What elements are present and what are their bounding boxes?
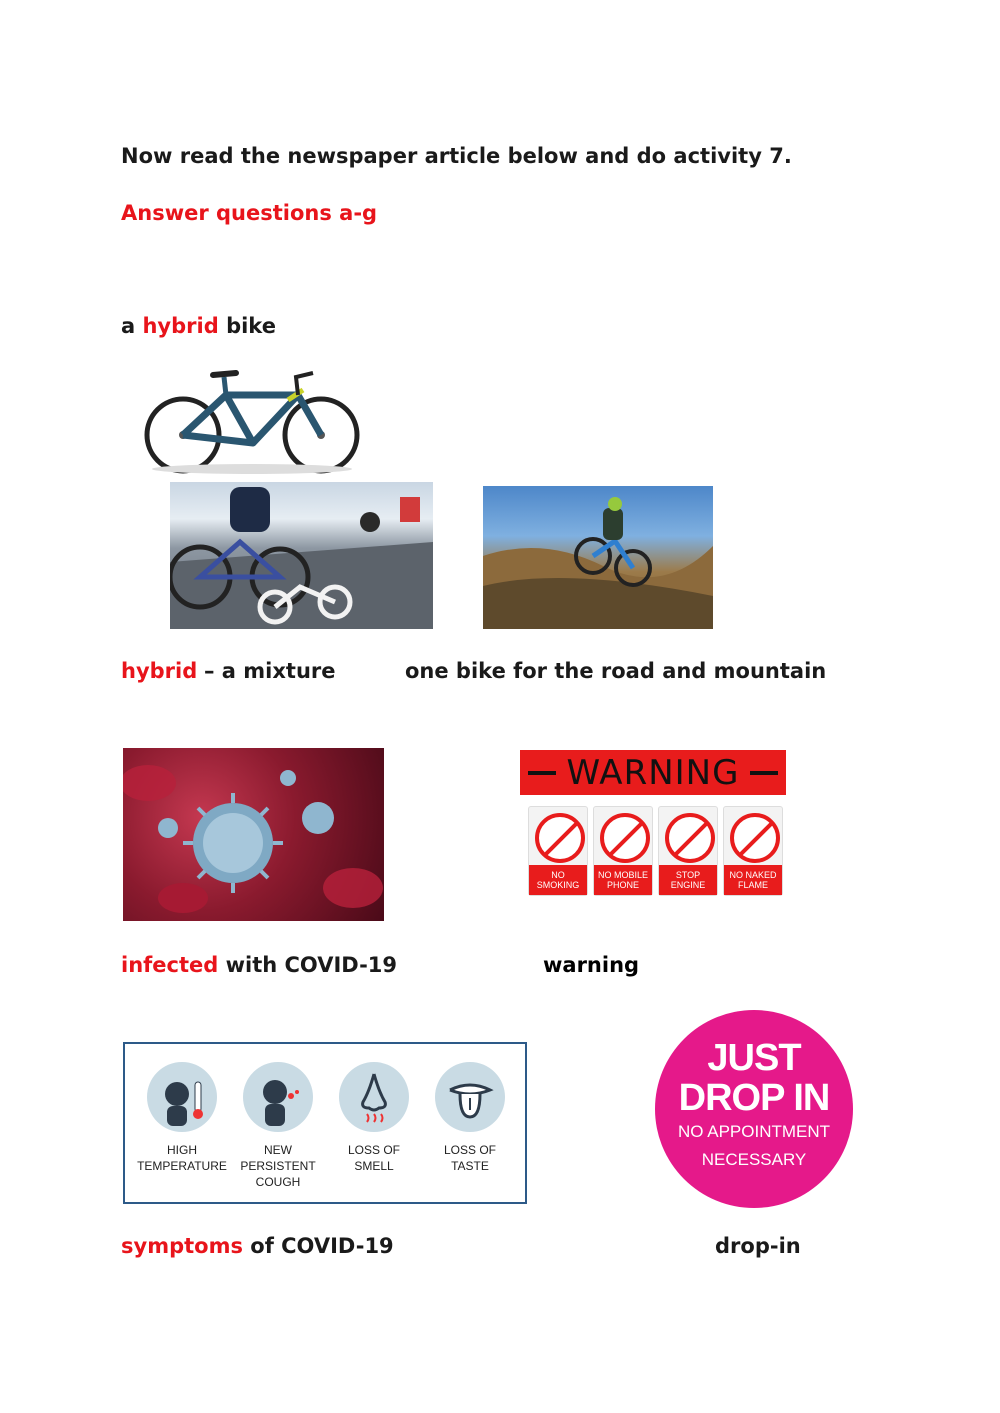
drop-in-line1: JUST [707,1037,801,1079]
symptoms-caption [121,1234,394,1258]
road-cycling-photo [170,482,433,629]
no-smoking-sign [528,806,588,896]
hybrid-bike-image [138,365,366,475]
drop-in-line3: NO APPOINTMENT [677,1122,831,1141]
task-heading: Answer questions a-g [121,201,378,225]
drop-in-caption: drop-in [715,1234,801,1258]
symptom-loss-of-taste [425,1062,515,1174]
symptom-label: HIGH TEMPERATURE [137,1143,227,1173]
no-naked-flame-sign [723,806,783,896]
symptoms-keyword: symptoms [121,1234,243,1258]
symptoms-chart [123,1042,527,1204]
symptom-loss-of-smell [329,1062,419,1174]
symptom-label: NEW PERSISTENT COUGH [240,1143,316,1189]
instruction-line: Now read the newspaper article below and do activity 7. [121,144,792,168]
article-a: a [121,314,136,338]
warning-banner [520,750,786,795]
sign-label: NO SMOKING [529,865,587,895]
symptom-label: LOSS OF SMELL [347,1143,400,1173]
hybrid-meaning: – a mixture [204,659,336,683]
warning-sign-image [520,750,786,920]
warning-title: WARNING [566,752,740,793]
symptom-new-persistent-cough [233,1062,323,1190]
infected-keyword: infected [121,953,219,977]
infected-rest: with COVID-19 [225,953,398,977]
hybrid-term: hybrid [121,659,198,683]
hybrid-explanation: one bike for the road and mountain [405,659,827,683]
cough-icon [243,1062,313,1132]
symptoms-rest: of COVID-19 [250,1234,394,1258]
warning-dash-right [750,771,778,775]
no-phone-icon [600,813,650,863]
covid-virus-image [123,748,384,921]
hybrid-keyword: hybrid [142,314,219,338]
stop-engine-icon [665,813,715,863]
no-flame-icon [730,813,780,863]
nose-icon [339,1062,409,1132]
drop-in-line4: NECESSARY [701,1150,807,1169]
warning-dash-left [528,771,556,775]
mountain-biking-photo [483,486,713,629]
sign-label: STOP ENGINE [659,865,717,895]
symptom-high-temperature [137,1062,227,1174]
bike-word: bike [226,314,276,338]
no-smoking-icon [535,813,585,863]
sign-label: NO MOBILE PHONE [594,865,652,895]
just-drop-in-sign [655,1010,853,1208]
warning-caption: warning [543,953,640,977]
thermometer-icon [147,1062,217,1132]
infected-caption [121,953,397,977]
no-mobile-phone-sign [593,806,653,896]
drop-in-line2: DROP IN [678,1077,830,1119]
stop-engine-sign [658,806,718,896]
symptom-label: LOSS OF TASTE [443,1143,496,1173]
hybrid-bike-heading [121,314,276,338]
sign-label: NO NAKED FLAME [724,865,782,895]
tongue-icon [435,1062,505,1132]
